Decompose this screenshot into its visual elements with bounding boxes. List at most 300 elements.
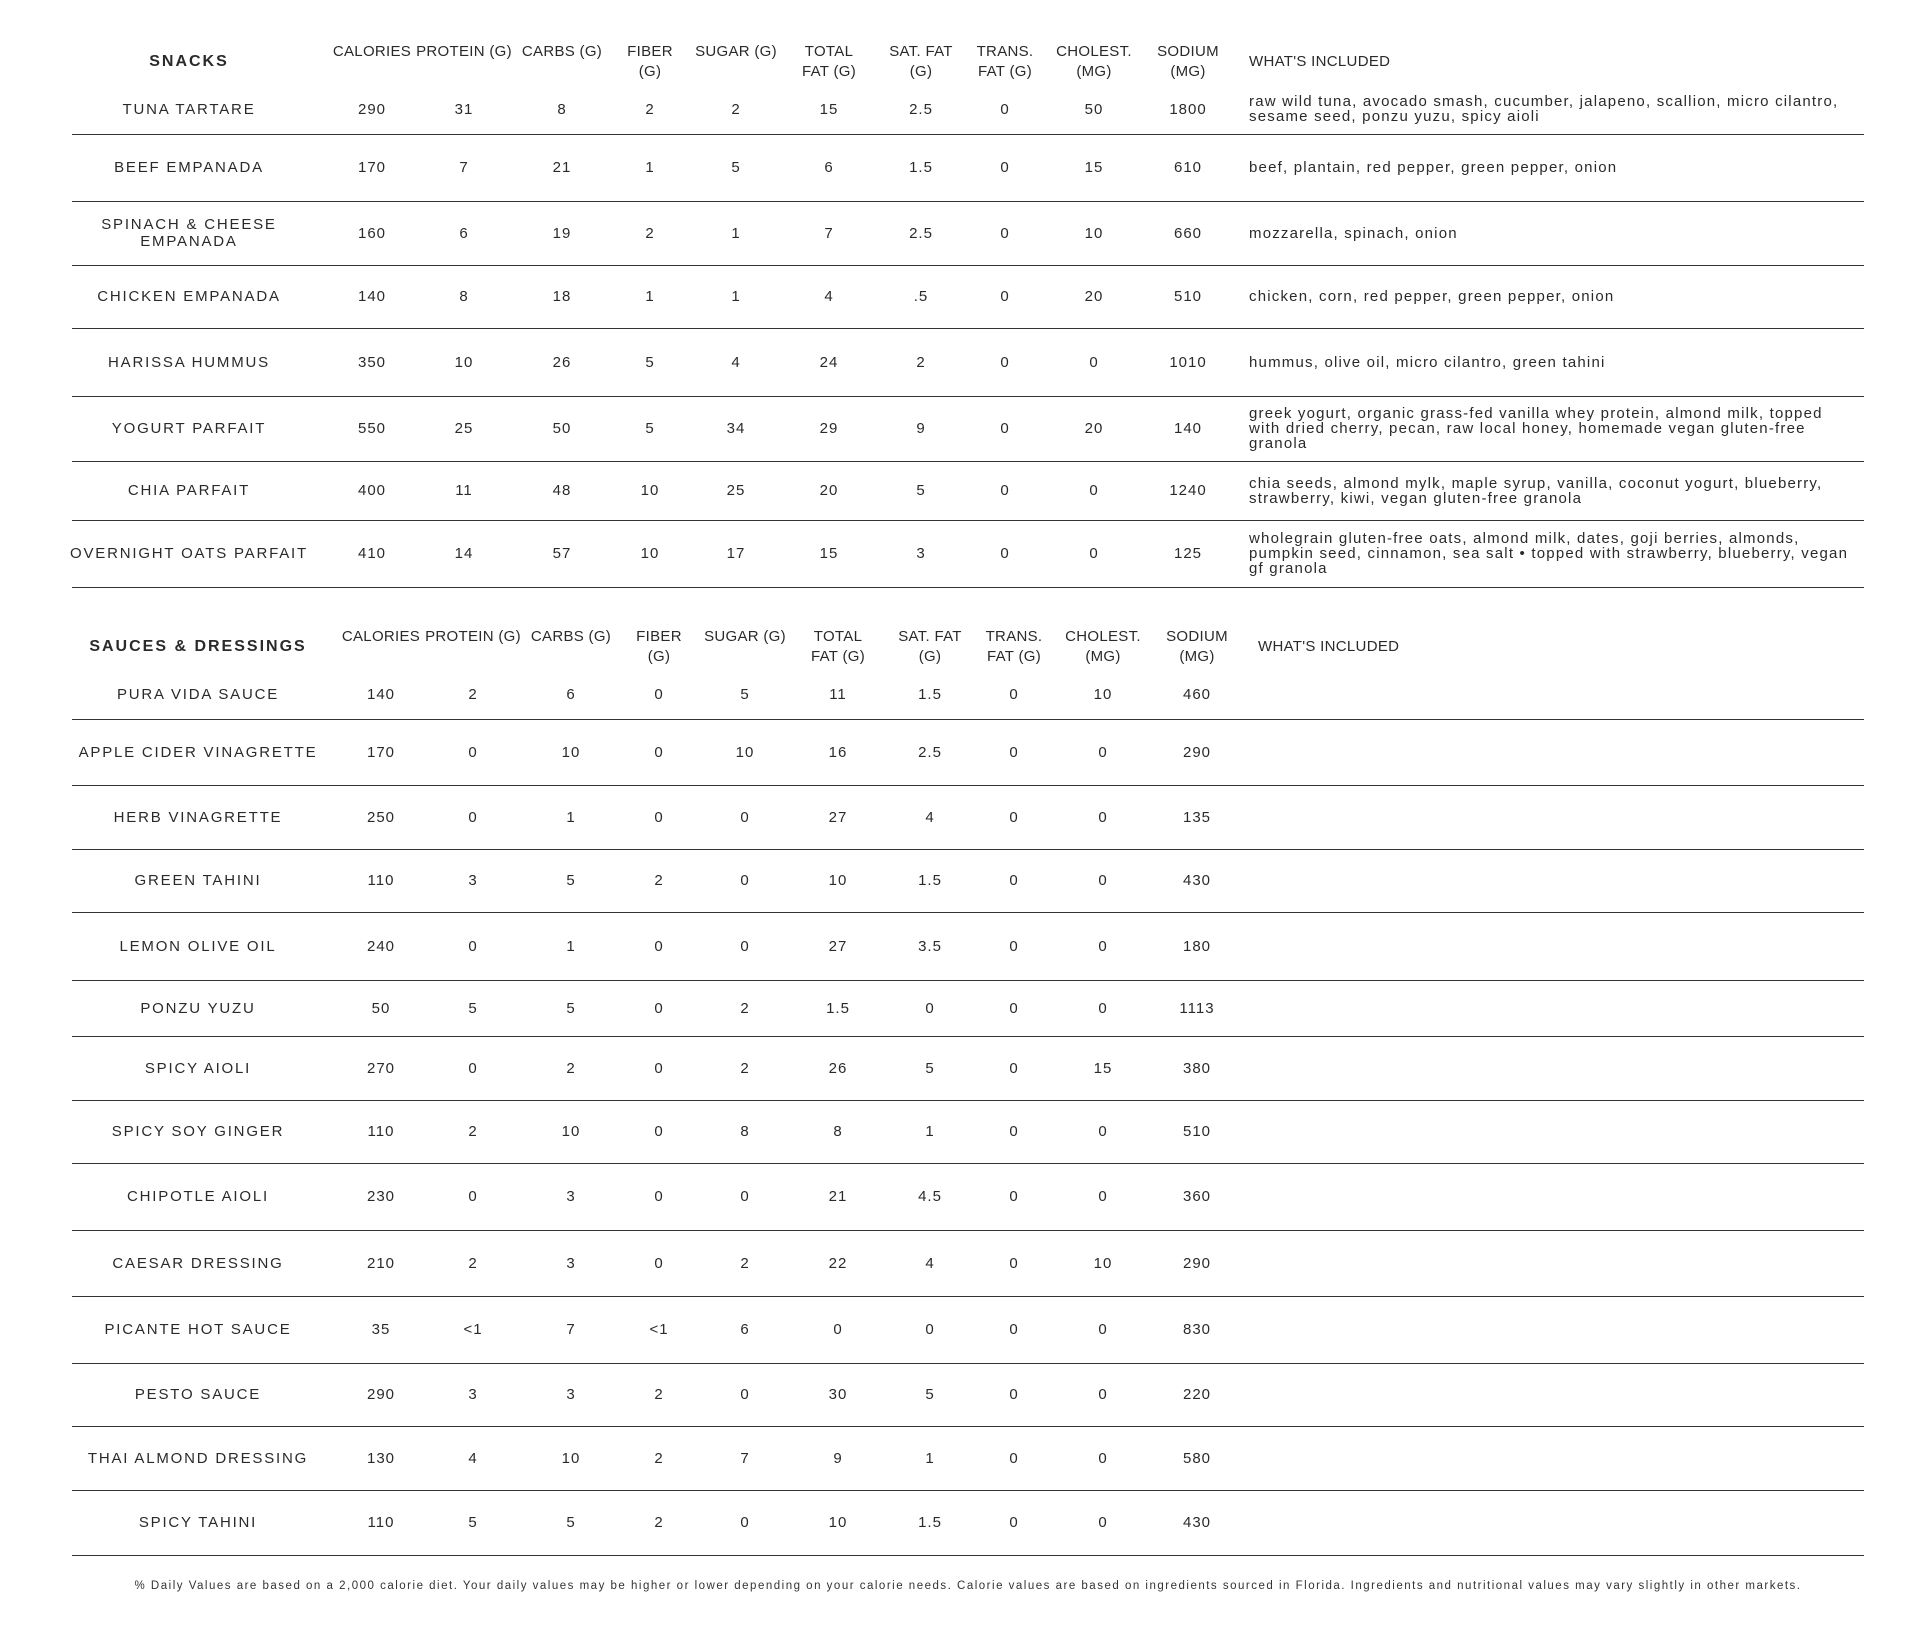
value-calories: 240: [366, 937, 396, 955]
value-fiber-g: 10: [640, 545, 660, 562]
value-cholest-mg: 0: [1098, 1449, 1108, 1467]
value-trans-fat-g: 0: [1009, 999, 1019, 1017]
sauces-col-header-fiber-g: FIBER (G): [636, 628, 682, 665]
value-carbs-g: 18: [552, 288, 572, 305]
value-sodium-mg: 510: [1182, 1123, 1212, 1140]
value-sat-fat-g: 2.5: [909, 224, 933, 242]
value-sat-fat-g: 3: [916, 545, 926, 562]
value-sat-fat-g: 0: [925, 1321, 935, 1338]
value-calories: 130: [366, 1449, 396, 1467]
value-sodium-mg: 1800: [1169, 100, 1207, 118]
item-name: CHIPOTLE AIOLI: [127, 1188, 269, 1205]
item-name: CHICKEN EMPANADA: [97, 288, 281, 305]
value-carbs-g: 21: [552, 159, 572, 176]
value-protein-g: 2: [468, 685, 478, 703]
value-fiber-g: 2: [645, 224, 655, 242]
value-protein-g: 8: [459, 288, 469, 305]
sauces-col-header-what-s-included: WHAT'S INCLUDED: [1258, 638, 1400, 655]
value-protein-g: 25: [454, 420, 474, 437]
value-cholest-mg: 10: [1093, 1254, 1113, 1272]
sauces-col-header-calories: CALORIES: [341, 628, 421, 645]
value-sat-fat-g: 2.5: [918, 743, 942, 761]
value-total-fat-g: 6: [824, 159, 834, 176]
sauces-col-header-carbs-g: CARBS (G): [530, 628, 612, 645]
table-row-spicy-aioli: [72, 1036, 1864, 1101]
item-name: CHIA PARFAIT: [127, 482, 251, 499]
value-calories: 250: [366, 808, 396, 826]
table-row-pura-vida-sauce: [72, 669, 1864, 720]
value-cholest-mg: 0: [1098, 743, 1108, 761]
value-carbs-g: 26: [552, 353, 572, 371]
value-sodium-mg: 360: [1182, 1188, 1212, 1205]
value-total-fat-g: 15: [819, 100, 839, 118]
value-carbs-g: 6: [566, 685, 576, 703]
whats-included: [1258, 912, 1864, 980]
value-sat-fat-g: 4: [925, 808, 935, 826]
value-sat-fat-g: 1.5: [909, 159, 933, 176]
value-sat-fat-g: 1.5: [918, 872, 942, 889]
value-sugar-g: 0: [740, 1188, 750, 1205]
value-carbs-g: 57: [552, 545, 572, 562]
value-cholest-mg: 15: [1084, 159, 1104, 176]
value-trans-fat-g: 0: [1009, 872, 1019, 889]
value-fiber-g: <1: [649, 1321, 669, 1338]
value-sodium-mg: 290: [1182, 1254, 1212, 1272]
value-sugar-g: 7: [740, 1449, 750, 1467]
value-carbs-g: 1: [566, 808, 576, 826]
value-sat-fat-g: 4.5: [918, 1188, 942, 1205]
sauces-col-header-sugar-g: SUGAR (G): [704, 628, 786, 645]
value-sugar-g: 4: [731, 353, 741, 371]
value-protein-g: 0: [468, 937, 478, 955]
value-carbs-g: 5: [566, 999, 576, 1017]
item-name: SPICY TAHINI: [138, 1514, 258, 1531]
item-name: YOGURT PARFAIT: [111, 420, 267, 437]
value-sat-fat-g: 5: [925, 1059, 935, 1077]
value-sugar-g: 2: [731, 100, 741, 118]
value-cholest-mg: 0: [1098, 1188, 1108, 1205]
value-total-fat-g: 7: [824, 224, 834, 242]
value-cholest-mg: 15: [1093, 1059, 1113, 1077]
value-sodium-mg: 610: [1173, 159, 1203, 176]
value-sugar-g: 2: [740, 1254, 750, 1272]
value-carbs-g: 7: [566, 1321, 576, 1338]
value-fiber-g: 2: [654, 1449, 664, 1467]
value-total-fat-g: 29: [819, 420, 839, 437]
whats-included: chicken, corn, red pepper, green pepper, onion: [1249, 288, 1615, 305]
item-name: PICANTE HOT SAUCE: [104, 1321, 292, 1338]
value-trans-fat-g: 0: [1000, 353, 1010, 371]
snacks-col-header-protein-g: PROTEIN (G): [416, 43, 512, 60]
value-sat-fat-g: 0: [925, 999, 935, 1017]
value-sugar-g: 6: [740, 1321, 750, 1338]
value-trans-fat-g: 0: [1000, 420, 1010, 437]
sauces-col-header-cholest-mg: CHOLEST. (MG): [1065, 628, 1141, 665]
value-total-fat-g: 26: [828, 1059, 848, 1077]
snacks-col-header-sat-fat-g: SAT. FAT (G): [889, 43, 953, 80]
whats-included: [1258, 849, 1864, 912]
value-carbs-g: 3: [566, 1254, 576, 1272]
value-trans-fat-g: 0: [1000, 100, 1010, 118]
value-calories: 140: [357, 288, 387, 305]
value-carbs-g: 10: [561, 743, 581, 761]
value-cholest-mg: 20: [1084, 288, 1104, 305]
value-carbs-g: 5: [566, 1514, 576, 1531]
item-name: SPICY AIOLI: [144, 1059, 252, 1077]
value-cholest-mg: 0: [1098, 1321, 1108, 1338]
value-sugar-g: 2: [740, 999, 750, 1017]
value-sodium-mg: 430: [1182, 872, 1212, 889]
value-sodium-mg: 460: [1182, 685, 1212, 703]
value-fiber-g: 0: [654, 1059, 664, 1077]
value-sodium-mg: 580: [1182, 1449, 1212, 1467]
value-sugar-g: 25: [726, 482, 746, 499]
value-fiber-g: 0: [654, 999, 664, 1017]
value-protein-g: <1: [463, 1321, 483, 1338]
value-sodium-mg: 180: [1182, 937, 1212, 955]
table-row-picante-hot-sauce: [72, 1296, 1864, 1364]
value-carbs-g: 19: [552, 224, 572, 242]
item-name: SPICY SOY GINGER: [111, 1123, 285, 1140]
value-sodium-mg: 125: [1173, 545, 1203, 562]
item-name: PESTO SAUCE: [134, 1386, 262, 1403]
value-calories: 550: [357, 420, 387, 437]
value-protein-g: 10: [454, 353, 474, 371]
value-total-fat-g: 9: [833, 1449, 843, 1467]
value-trans-fat-g: 0: [1009, 1123, 1019, 1140]
value-sugar-g: 2: [740, 1059, 750, 1077]
table-row-beef-empanada: [72, 134, 1864, 202]
value-total-fat-g: 30: [828, 1386, 848, 1403]
item-name: GREEN TAHINI: [134, 872, 262, 889]
value-protein-g: 6: [459, 224, 469, 242]
item-name: CAESAR DRESSING: [112, 1254, 284, 1272]
value-carbs-g: 5: [566, 872, 576, 889]
value-trans-fat-g: 0: [1009, 1449, 1019, 1467]
value-total-fat-g: 8: [833, 1123, 843, 1140]
value-protein-g: 3: [468, 1386, 478, 1403]
value-trans-fat-g: 0: [1009, 937, 1019, 955]
value-trans-fat-g: 0: [1009, 1059, 1019, 1077]
value-sodium-mg: 1010: [1169, 353, 1207, 371]
value-protein-g: 2: [468, 1123, 478, 1140]
value-fiber-g: 5: [645, 420, 655, 437]
snacks-col-header-carbs-g: CARBS (G): [521, 43, 603, 60]
value-fiber-g: 0: [654, 937, 664, 955]
value-cholest-mg: 0: [1098, 1514, 1108, 1531]
value-sat-fat-g: 2.5: [909, 100, 933, 118]
value-trans-fat-g: 0: [1009, 743, 1019, 761]
value-cholest-mg: 0: [1098, 1123, 1108, 1140]
value-fiber-g: 0: [654, 743, 664, 761]
value-fiber-g: 0: [654, 685, 664, 703]
value-calories: 110: [367, 872, 395, 889]
value-sugar-g: 0: [740, 1514, 750, 1531]
value-carbs-g: 10: [561, 1449, 581, 1467]
value-protein-g: 3: [468, 872, 478, 889]
table-row-caesar-dressing: [72, 1230, 1864, 1297]
value-fiber-g: 1: [645, 159, 655, 176]
whats-included: [1258, 1163, 1864, 1230]
whats-included: [1258, 1490, 1864, 1555]
value-total-fat-g: 27: [828, 937, 848, 955]
whats-included: [1258, 1100, 1864, 1163]
value-cholest-mg: 0: [1089, 545, 1099, 562]
value-fiber-g: 0: [654, 1123, 664, 1140]
value-calories: 35: [371, 1321, 391, 1338]
item-name: APPLE CIDER VINAGRETTE: [78, 743, 318, 761]
value-calories: 400: [357, 482, 387, 499]
table-row-lemon-olive-oil: [72, 912, 1864, 981]
value-total-fat-g: 1.5: [826, 999, 850, 1017]
item-name: THAI ALMOND DRESSING: [87, 1449, 309, 1467]
value-fiber-g: 2: [654, 1514, 664, 1531]
snacks-col-header-sodium-mg: SODIUM (MG): [1157, 43, 1219, 80]
snacks-title: SNACKS: [149, 53, 229, 70]
table-row-ponzu-yuzu: [72, 980, 1864, 1037]
value-trans-fat-g: 0: [1000, 224, 1010, 242]
value-sugar-g: 0: [740, 1386, 750, 1403]
value-cholest-mg: 0: [1098, 999, 1108, 1017]
whats-included: [1258, 785, 1864, 849]
value-sat-fat-g: 5: [925, 1386, 935, 1403]
value-sodium-mg: 660: [1173, 224, 1203, 242]
value-trans-fat-g: 0: [1000, 482, 1010, 499]
value-sugar-g: 0: [740, 808, 750, 826]
value-sat-fat-g: 1: [925, 1123, 935, 1140]
value-sugar-g: 17: [726, 545, 746, 562]
snacks-col-header-sugar-g: SUGAR (G): [695, 43, 777, 60]
whats-included: raw wild tuna, avocado smash, cucumber, jalapeno, scallion, micro cilantro, sesame seed, ponzu yuzu, spicy aioli: [1249, 93, 1839, 125]
value-cholest-mg: 50: [1084, 100, 1104, 118]
value-calories: 410: [357, 545, 387, 562]
item-name: BEEF EMPANADA: [114, 159, 264, 176]
item-name: OVERNIGHT OATS PARFAIT: [70, 545, 308, 562]
value-cholest-mg: 0: [1089, 353, 1099, 371]
value-sodium-mg: 220: [1182, 1386, 1212, 1403]
value-protein-g: 5: [468, 1514, 478, 1531]
value-trans-fat-g: 0: [1009, 808, 1019, 826]
whats-included: [1258, 669, 1864, 719]
whats-included: greek yogurt, organic grass-fed vanilla whey protein, almond milk, topped with dried cherry, pecan, raw local honey, homemade vegan gluten-free granola: [1249, 405, 1823, 452]
whats-included: [1258, 1036, 1864, 1100]
whats-included: [1258, 1426, 1864, 1490]
value-total-fat-g: 15: [819, 545, 839, 562]
whats-included: [1258, 1230, 1864, 1296]
value-sugar-g: 0: [740, 937, 750, 955]
table-row-chia-parfait: [72, 461, 1864, 521]
table-row-spinach-and-cheese-empanada: [72, 201, 1864, 266]
table-row-tuna-tartare: [72, 84, 1864, 135]
value-trans-fat-g: 0: [1000, 545, 1010, 562]
value-total-fat-g: 16: [828, 743, 848, 761]
value-protein-g: 0: [468, 743, 478, 761]
value-sodium-mg: 510: [1173, 288, 1203, 305]
value-fiber-g: 2: [645, 100, 655, 118]
value-fiber-g: 10: [640, 482, 660, 499]
value-fiber-g: 0: [654, 1188, 664, 1205]
whats-included: wholegrain gluten-free oats, almond milk, dates, goji berries, almonds, pumpkin seed, cinnamon, sea salt • topped with strawberry, blueberry, vegan gf granola: [1249, 530, 1849, 577]
value-sat-fat-g: 1.5: [918, 1514, 942, 1531]
sauces-title: SAUCES & DRESSINGS: [89, 638, 307, 655]
value-protein-g: 0: [468, 808, 478, 826]
value-cholest-mg: 0: [1089, 482, 1099, 499]
value-total-fat-g: 0: [833, 1321, 843, 1338]
value-sat-fat-g: 3.5: [918, 937, 942, 955]
value-total-fat-g: 21: [828, 1188, 848, 1205]
value-fiber-g: 0: [654, 808, 664, 826]
whats-included: beef, plantain, red pepper, green pepper, onion: [1249, 159, 1618, 176]
table-row-thai-almond-dressing: [72, 1426, 1864, 1491]
whats-included: [1258, 1363, 1864, 1426]
value-carbs-g: 3: [566, 1188, 576, 1205]
value-sat-fat-g: 9: [916, 420, 926, 437]
value-sugar-g: 10: [735, 743, 755, 761]
value-trans-fat-g: 0: [1000, 288, 1010, 305]
value-total-fat-g: 11: [829, 685, 847, 703]
snacks-col-header-calories: CALORIES: [332, 43, 412, 60]
whats-included: [1258, 980, 1864, 1036]
table-row-green-tahini: [72, 849, 1864, 913]
value-cholest-mg: 0: [1098, 872, 1108, 889]
sauces-col-header-trans-fat-g: TRANS. FAT (G): [985, 628, 1043, 665]
snacks-col-header-total-fat-g: TOTAL FAT (G): [801, 43, 857, 80]
table-row-harissa-hummus: [72, 328, 1864, 397]
item-name: HERB VINAGRETTE: [113, 808, 283, 826]
item-name: HARISSA HUMMUS: [108, 353, 270, 371]
footnote: % Daily Values are based on a 2,000 calorie diet. Your daily values may be higher or lower depending on your calorie needs. Calorie values are based on ingredients sourced in Florida. Ingredients and nutritional values may vary slightly in other markets.: [134, 1580, 1802, 1592]
value-cholest-mg: 0: [1098, 1386, 1108, 1403]
value-sugar-g: 1: [731, 224, 741, 242]
table-row-spicy-soy-ginger: [72, 1100, 1864, 1164]
value-sodium-mg: 135: [1182, 808, 1212, 826]
value-trans-fat-g: 0: [1000, 159, 1010, 176]
table-row-pesto-sauce: [72, 1363, 1864, 1427]
value-cholest-mg: 20: [1084, 420, 1104, 437]
value-protein-g: 11: [455, 482, 473, 499]
table-row-chicken-empanada: [72, 265, 1864, 329]
value-protein-g: 0: [468, 1059, 478, 1077]
sauces-col-header-sodium-mg: SODIUM (MG): [1166, 628, 1228, 665]
value-sugar-g: 5: [740, 685, 750, 703]
value-sodium-mg: 380: [1182, 1059, 1212, 1077]
value-cholest-mg: 0: [1098, 808, 1108, 826]
value-calories: 160: [357, 224, 387, 242]
value-carbs-g: 48: [552, 482, 572, 499]
value-sugar-g: 5: [731, 159, 741, 176]
value-calories: 50: [371, 999, 391, 1017]
table-row-yogurt-parfait: [72, 396, 1864, 462]
whats-included: mozzarella, spinach, onion: [1249, 224, 1458, 242]
value-calories: 350: [357, 353, 387, 371]
value-calories: 290: [357, 100, 387, 118]
table-row-herb-vinagrette: [72, 785, 1864, 850]
item-name: LEMON OLIVE OIL: [119, 937, 277, 955]
table-row-chipotle-aioli: [72, 1163, 1864, 1231]
value-fiber-g: 2: [654, 872, 664, 889]
sauces-col-header-protein-g: PROTEIN (G): [425, 628, 521, 645]
snacks-col-header-what-s-included: WHAT'S INCLUDED: [1249, 53, 1391, 70]
table-row-overnight-oats-parfait: [72, 520, 1864, 588]
value-sodium-mg: 1240: [1169, 482, 1207, 499]
value-protein-g: 0: [468, 1188, 478, 1205]
value-calories: 110: [367, 1123, 395, 1140]
value-sodium-mg: 830: [1182, 1321, 1212, 1338]
value-sodium-mg: 430: [1182, 1514, 1212, 1531]
value-calories: 210: [366, 1254, 396, 1272]
value-trans-fat-g: 0: [1009, 685, 1019, 703]
value-protein-g: 31: [454, 100, 474, 118]
value-cholest-mg: 10: [1093, 685, 1113, 703]
value-total-fat-g: 22: [828, 1254, 848, 1272]
value-sodium-mg: 290: [1182, 743, 1212, 761]
value-calories: 230: [366, 1188, 396, 1205]
value-sugar-g: 8: [740, 1123, 750, 1140]
value-cholest-mg: 0: [1098, 937, 1108, 955]
value-total-fat-g: 24: [819, 353, 839, 371]
value-sat-fat-g: 2: [916, 353, 926, 371]
value-trans-fat-g: 0: [1009, 1386, 1019, 1403]
value-total-fat-g: 20: [819, 482, 839, 499]
value-protein-g: 7: [459, 159, 469, 176]
value-protein-g: 5: [468, 999, 478, 1017]
value-carbs-g: 1: [566, 937, 576, 955]
value-trans-fat-g: 0: [1009, 1254, 1019, 1272]
sauces-col-header-sat-fat-g: SAT. FAT (G): [898, 628, 962, 665]
value-sat-fat-g: .5: [913, 288, 929, 305]
value-trans-fat-g: 0: [1009, 1321, 1019, 1338]
value-sat-fat-g: 1.5: [918, 685, 942, 703]
snacks-col-header-fiber-g: FIBER (G): [627, 43, 673, 80]
value-sat-fat-g: 4: [925, 1254, 935, 1272]
value-cholest-mg: 10: [1084, 224, 1104, 242]
value-protein-g: 14: [454, 545, 474, 562]
value-fiber-g: 1: [645, 288, 655, 305]
value-sodium-mg: 140: [1173, 420, 1203, 437]
value-total-fat-g: 10: [828, 1514, 848, 1531]
value-trans-fat-g: 0: [1009, 1188, 1019, 1205]
item-name: SPINACH & CHEESE EMPANADA: [101, 216, 277, 250]
value-carbs-g: 10: [561, 1123, 581, 1140]
value-calories: 290: [366, 1386, 396, 1403]
value-carbs-g: 2: [566, 1059, 576, 1077]
item-name: PONZU YUZU: [140, 999, 256, 1017]
value-sugar-g: 1: [731, 288, 741, 305]
value-sat-fat-g: 1: [925, 1449, 935, 1467]
value-calories: 270: [366, 1059, 396, 1077]
whats-included: hummus, olive oil, micro cilantro, green tahini: [1249, 353, 1606, 371]
value-sugar-g: 0: [740, 872, 750, 889]
value-carbs-g: 3: [566, 1386, 576, 1403]
value-sodium-mg: 1113: [1179, 999, 1215, 1017]
whats-included: [1258, 719, 1864, 785]
value-carbs-g: 8: [557, 100, 567, 118]
value-protein-g: 2: [468, 1254, 478, 1272]
item-name: TUNA TARTARE: [122, 100, 256, 118]
value-carbs-g: 50: [552, 420, 572, 437]
item-name: PURA VIDA SAUCE: [116, 685, 280, 703]
sauces-col-header-total-fat-g: TOTAL FAT (G): [810, 628, 866, 665]
value-sat-fat-g: 5: [916, 482, 926, 499]
value-calories: 170: [357, 159, 387, 176]
snacks-col-header-cholest-mg: CHOLEST. (MG): [1056, 43, 1132, 80]
table-row-spicy-tahini: [72, 1490, 1864, 1556]
value-calories: 170: [366, 743, 396, 761]
value-trans-fat-g: 0: [1009, 1514, 1019, 1531]
table-row-apple-cider-vinagrette: [72, 719, 1864, 786]
snacks-col-header-trans-fat-g: TRANS. FAT (G): [976, 43, 1034, 80]
value-fiber-g: 2: [654, 1386, 664, 1403]
